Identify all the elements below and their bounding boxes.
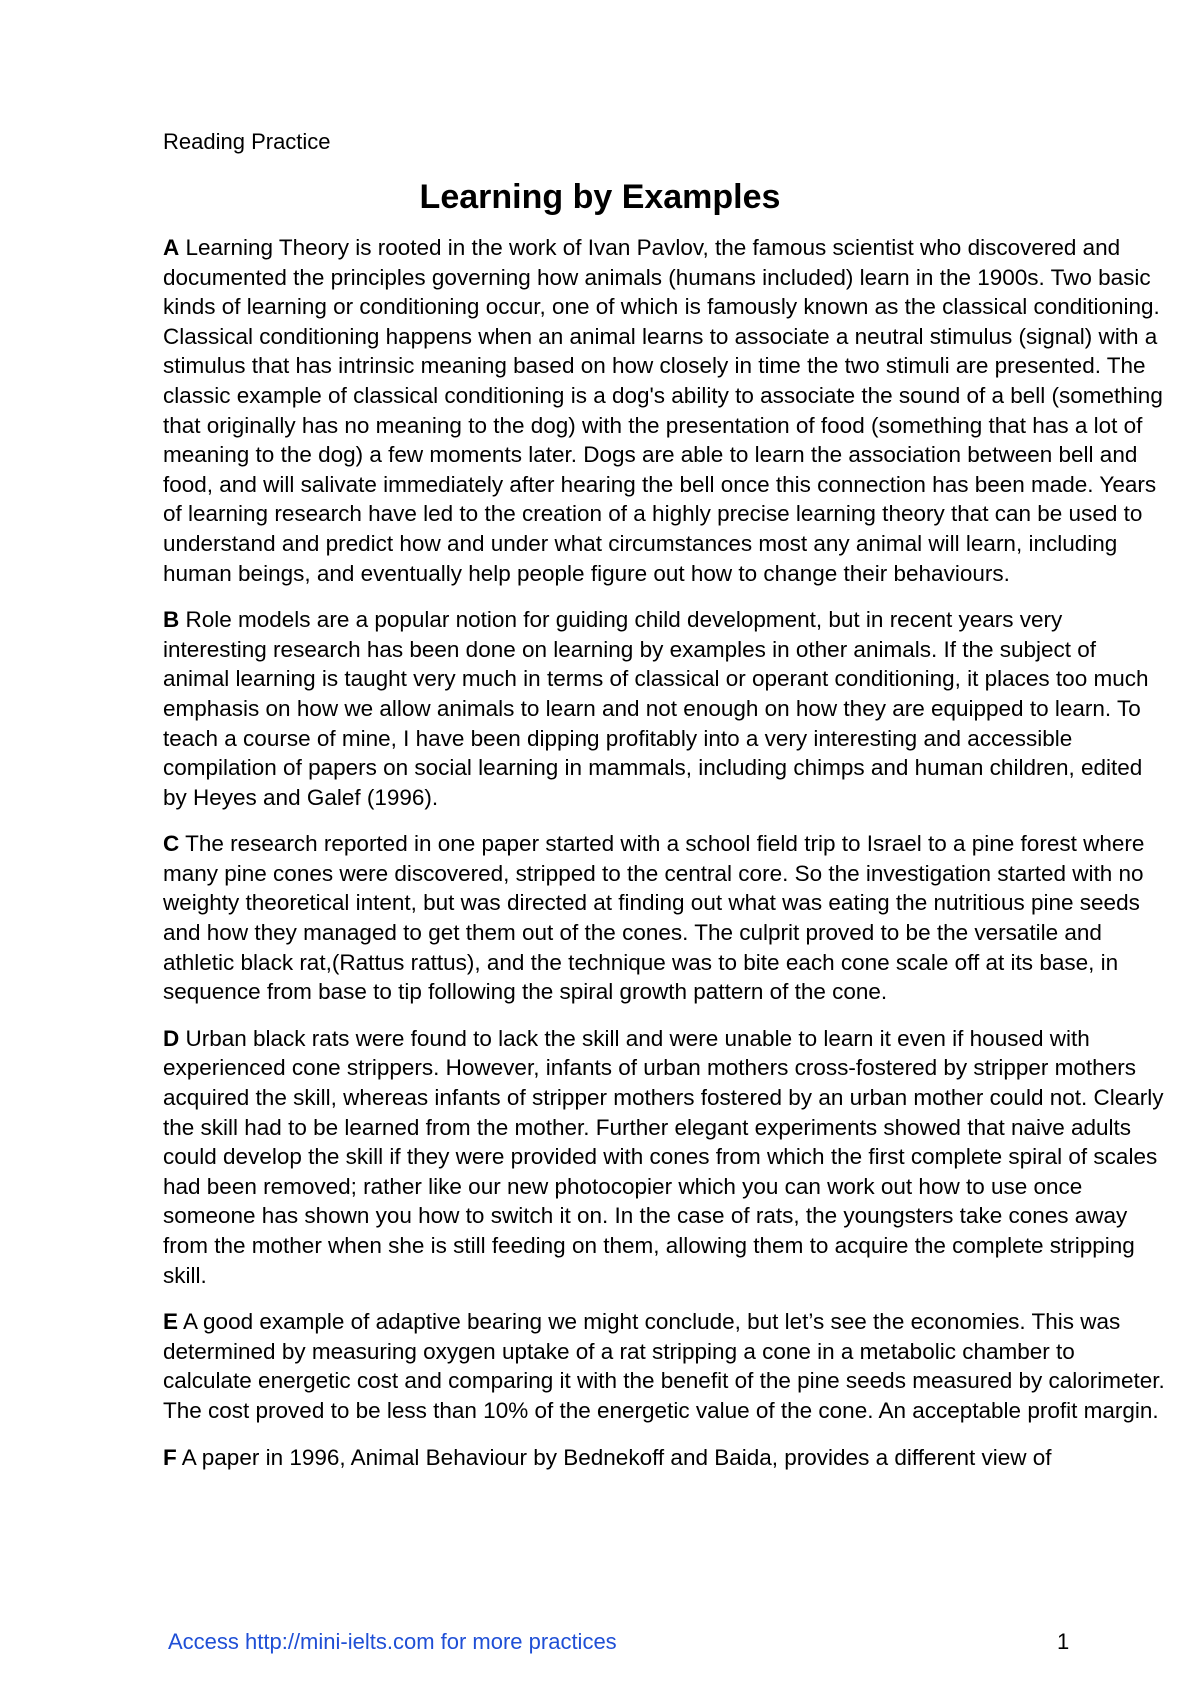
paragraph-d xyxy=(163,1024,1167,1290)
paragraph-c xyxy=(163,829,1167,1007)
paragraph-text: A good example of adaptive bearing we might conclude, but let’s see the economies. This was determined by measuring oxygen uptake of a rat stripping a cone in a metabolic chamber to calculate energetic cost and comparing it with the benefit of the pine seeds measured by calorimeter. The cost proved to be less than 10% of the energetic value of the cone. An acceptable profit margin. xyxy=(163,1309,1165,1423)
footer-link[interactable]: Access http://mini-ielts.com for more practices xyxy=(168,1629,617,1654)
paragraph-text: Urban black rats were found to lack the skill and were unable to learn it even if housed with experienced cone strippers. However, infants of urban mothers cross-fostered by stripper mothers acquired the skill, whereas infants of stripper mothers fostered by an urban mother could not. Clearly the skill had to be learned from the mother. Further elegant experiments showed that naive adults could develop the skill if they were provided with cones from which the first complete spiral of scales had been removed; rather like our new photocopier which you can work out how to use once someone has shown you how to switch it on. In the case of rats, the youngsters take cones away from the mother when she is still feeding on them, allowing them to acquire the complete stripping skill. xyxy=(163,1025,1164,1288)
paragraph-text: Role models are a popular notion for guiding child development, but in recent years very interesting research has been done on learning by examples in other animals. If the subject of animal learning is taught very much in terms of classical or operant conditioning, it places too much emphasis on how we allow animals to learn and not enough on how they are equipped to learn. To teach a course of mine, I have been dipping profitably into a very interesting and accessible compilation of papers on social learning in mammals, including chimps and human children, edited by Heyes and Galef (1996). xyxy=(163,607,1149,810)
paragraph-letter: C xyxy=(163,831,180,857)
paragraph-b xyxy=(163,605,1167,812)
page-number: 1 xyxy=(1057,1629,1070,1654)
paragraph-text: Learning Theory is rooted in the work of Ivan Pavlov, the famous scientist who discovered and documented the principles governing how animals (humans included) learn in the 1900s. Two basic kinds of learning or conditioning occur, one of which is famously known as the classical conditioning. Classical conditioning happens when an animal learns to associate a neutral stimulus (signal) with a stimulus that has intrinsic meaning based on how closely in time the two stimuli are presented. The classic example of classical conditioning is a dog's ability to associate the sound of a bell (something that originally has no meaning to the dog) with the presentation of food (something that has a lot of meaning to the dog) a few moments later. Dogs are able to learn the association between bell and food, and will salivate immediately after hearing the bell once this connection has been made. Years of learning research have led to the creation of a highly precise learning theory that can be used to understand and predict how and under what circumstances most any animal will learn, including human beings, and eventually help people figure out how to change their behaviours. xyxy=(163,235,1163,586)
paragraph-letter: D xyxy=(163,1025,180,1051)
paragraph-letter: A xyxy=(163,235,180,260)
paragraph-a xyxy=(163,233,1167,588)
document-title: Learning by Examples xyxy=(419,178,781,216)
document-body xyxy=(163,233,1167,1489)
header-label: Reading Practice xyxy=(163,129,331,154)
paragraph-letter: E xyxy=(163,1309,179,1335)
paragraph-f xyxy=(163,1443,1167,1473)
paragraph-letter: F xyxy=(163,1444,177,1470)
paragraph-text: A paper in 1996, Animal Behaviour by Bednekoff and Baida, provides a different view of xyxy=(176,1444,1052,1470)
paragraph-text: The research reported in one paper started with a school field trip to Israel to a pine forest where many pine cones were discovered, stripped to the central core. So the investigation started with no weighty theoretical intent, but was directed at finding out what was eating the nutritious pine seeds and how they managed to get them out of the cones. The culprit proved to be the versatile and athletic black rat,(Rattus rattus), and the technique was to bite each cone scale off at its base, in sequence from base to tip following the spiral growth pattern of the cone. xyxy=(163,831,1145,1005)
paragraph-e xyxy=(163,1307,1167,1425)
paragraph-letter: B xyxy=(163,607,180,633)
